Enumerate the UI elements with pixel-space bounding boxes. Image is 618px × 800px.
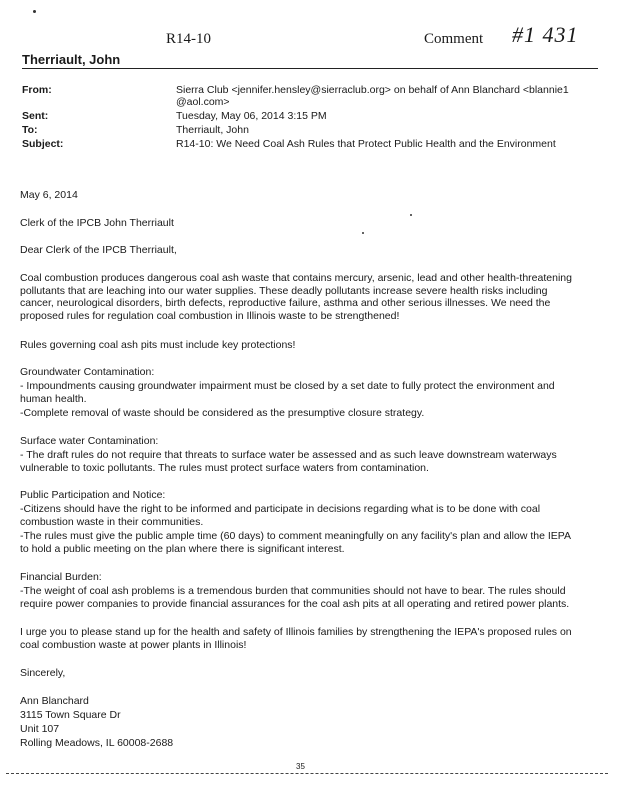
sender-name: Therriault, John [22, 52, 121, 67]
scan-speck [410, 214, 412, 216]
groundwater-point-1: - Impoundments causing groundwater impairment must be closed by a set date to fully protect the environment and human health. [20, 380, 555, 405]
signature-address-1: 3115 Town Square Dr [20, 709, 121, 721]
participation-point-1: -Citizens should have the right to be informed and participate in decisions regarding what is to be done with coal combustion waste in their communities. [20, 503, 541, 528]
intro-paragraph: Coal combustion produces dangerous coal ash waste that contains mercury, arsenic, lead and other health-threatening pollutants that are leaching into our water supplies. These deadly pollutants increase severe health risks including cancer, neurological disorders, birth defects, reproductive failure, asthma and other serious illnesses. We need the proposed rules for regulation coal combustion in Illinois waste to be strengthened! [20, 272, 572, 322]
signoff: Sincerely, [20, 667, 66, 679]
signature-name: Ann Blanchard [20, 695, 89, 707]
subject-value: R14-10: We Need Coal Ash Rules that Protect Public Health and the Environment [176, 138, 556, 150]
comment-number-handwritten: #1 431 [512, 22, 579, 47]
signature-address-3: Rolling Meadows, IL 60008-2688 [20, 737, 174, 749]
letter-addressee: Clerk of the IPCB John Therriault [20, 217, 174, 229]
page-number: 35 [296, 762, 305, 771]
sent-value: Tuesday, May 06, 2014 3:15 PM [176, 110, 327, 122]
signature-address-2: Unit 107 [20, 723, 60, 735]
surface-heading: Surface water Contamination: [20, 435, 159, 447]
comment-label: Comment [424, 31, 484, 47]
financial-heading: Financial Burden: [20, 571, 102, 583]
subject-label: Subject: [22, 138, 64, 150]
docket-number: R14-10 [166, 31, 211, 47]
letter-date: May 6, 2014 [20, 189, 78, 201]
participation-heading: Public Participation and Notice: [20, 489, 166, 501]
groundwater-point-2: -Complete removal of waste should be considered as the presumptive closure strategy. [20, 407, 425, 419]
from-label: From: [22, 84, 52, 96]
letter-salutation: Dear Clerk of the IPCB Therriault, [20, 244, 177, 256]
closing-paragraph: I urge you to please stand up for the health and safety of Illinois families by strengthening the IEPA's proposed rules on coal combustion waste at power plants in Illinois! [20, 626, 572, 651]
header-rule [22, 68, 598, 69]
from-value: Sierra Club <jennifer.hensley@sierraclub.org> on behalf of Ann Blanchard <blannie1 @aol.com> [176, 84, 569, 108]
surface-point-1: - The draft rules do not require that threats to surface water be assessed and as such leave downstream waterways vulnerable to toxic pollutants. The rules must protect surface waters from contamination. [20, 449, 557, 474]
footer-rule [6, 773, 608, 774]
scan-speck [362, 232, 364, 234]
to-label: To: [22, 124, 38, 136]
to-value: Therriault, John [176, 124, 249, 136]
rules-intro: Rules governing coal ash pits must include key protections! [20, 339, 296, 351]
scan-speck [33, 10, 36, 13]
sent-label: Sent: [22, 110, 49, 122]
groundwater-heading: Groundwater Contamination: [20, 366, 155, 378]
participation-point-2: -The rules must give the public ample time (60 days) to comment meaningfully on any facility's plan and allow the IEPA to hold a public meeting on the plan where there is significant interest. [20, 530, 571, 555]
financial-point-1: -The weight of coal ash problems is a tremendous burden that communities should not have to bear. The rules should require power companies to provide financial assurances for the coal ash pits at all operating and retired power plants. [20, 585, 570, 610]
